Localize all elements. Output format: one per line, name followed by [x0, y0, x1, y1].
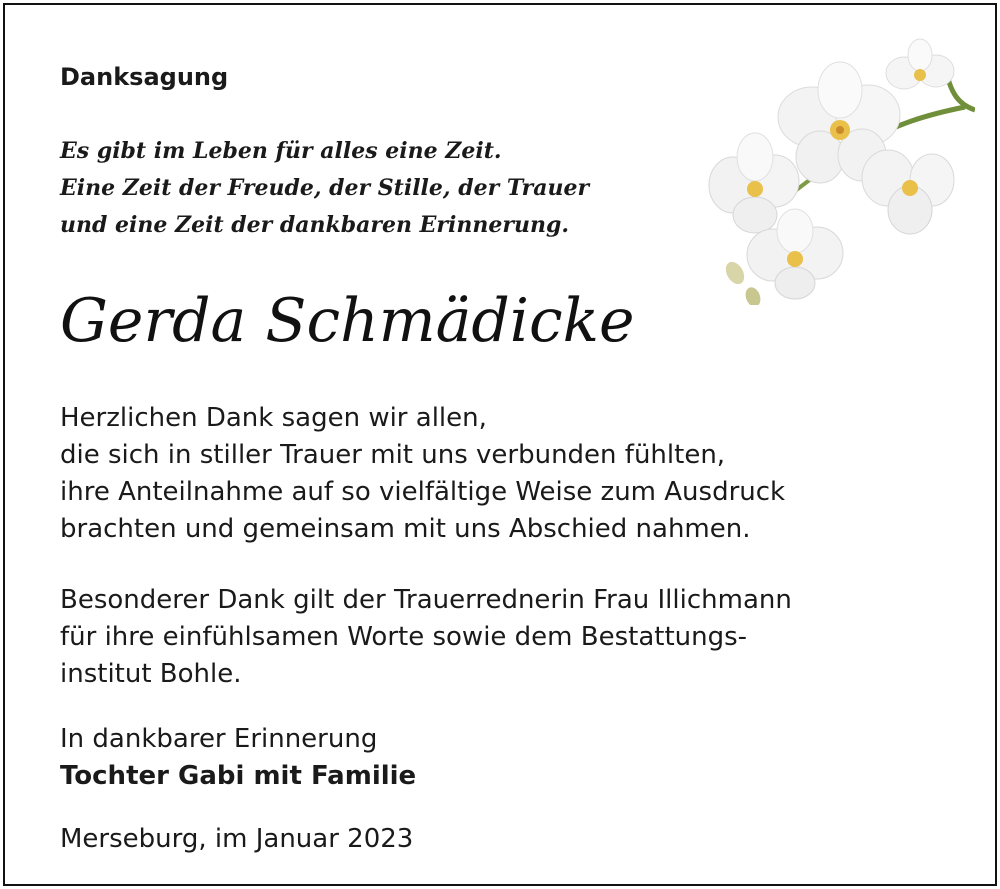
text-line: Besonderer Dank gilt der Trauerrednerin Frau Illichmann	[60, 585, 792, 615]
thanks-paragraph	[60, 400, 785, 548]
text-line: ihre Anteilnahme auf so vielfältige Weise zum Ausdruck	[60, 477, 786, 507]
text-line: institut Bohle.	[60, 659, 242, 689]
closing-text: In dankbarer Erinnerung	[60, 724, 378, 754]
heading: Danksagung	[60, 63, 229, 91]
text-line: für ihre einfühlsamen Worte sowie dem Bestattungs-	[60, 622, 748, 652]
verse-line: Es gibt im Leben für alles eine Zeit.	[60, 138, 502, 164]
deceased-name: Gerda Schmädicke	[60, 286, 635, 356]
place-date: Merseburg, im Januar 2023	[60, 824, 414, 854]
verse-line: Eine Zeit der Freude, der Stille, der Trauer	[60, 175, 590, 201]
closing-block	[60, 721, 416, 795]
text-line: brachten und gemeinsam mit uns Abschied nahmen.	[60, 514, 751, 544]
special-thanks-paragraph	[60, 582, 792, 693]
signature: Tochter Gabi mit Familie	[60, 761, 417, 791]
verse-line: und eine Zeit der dankbaren Erinnerung.	[60, 212, 569, 238]
orchid-decoration	[695, 25, 975, 305]
text-line: Herzlichen Dank sagen wir allen,	[60, 403, 487, 433]
text-line: die sich in stiller Trauer mit uns verbunden fühlten,	[60, 440, 726, 470]
verse	[60, 133, 589, 244]
obituary-card	[3, 3, 997, 886]
